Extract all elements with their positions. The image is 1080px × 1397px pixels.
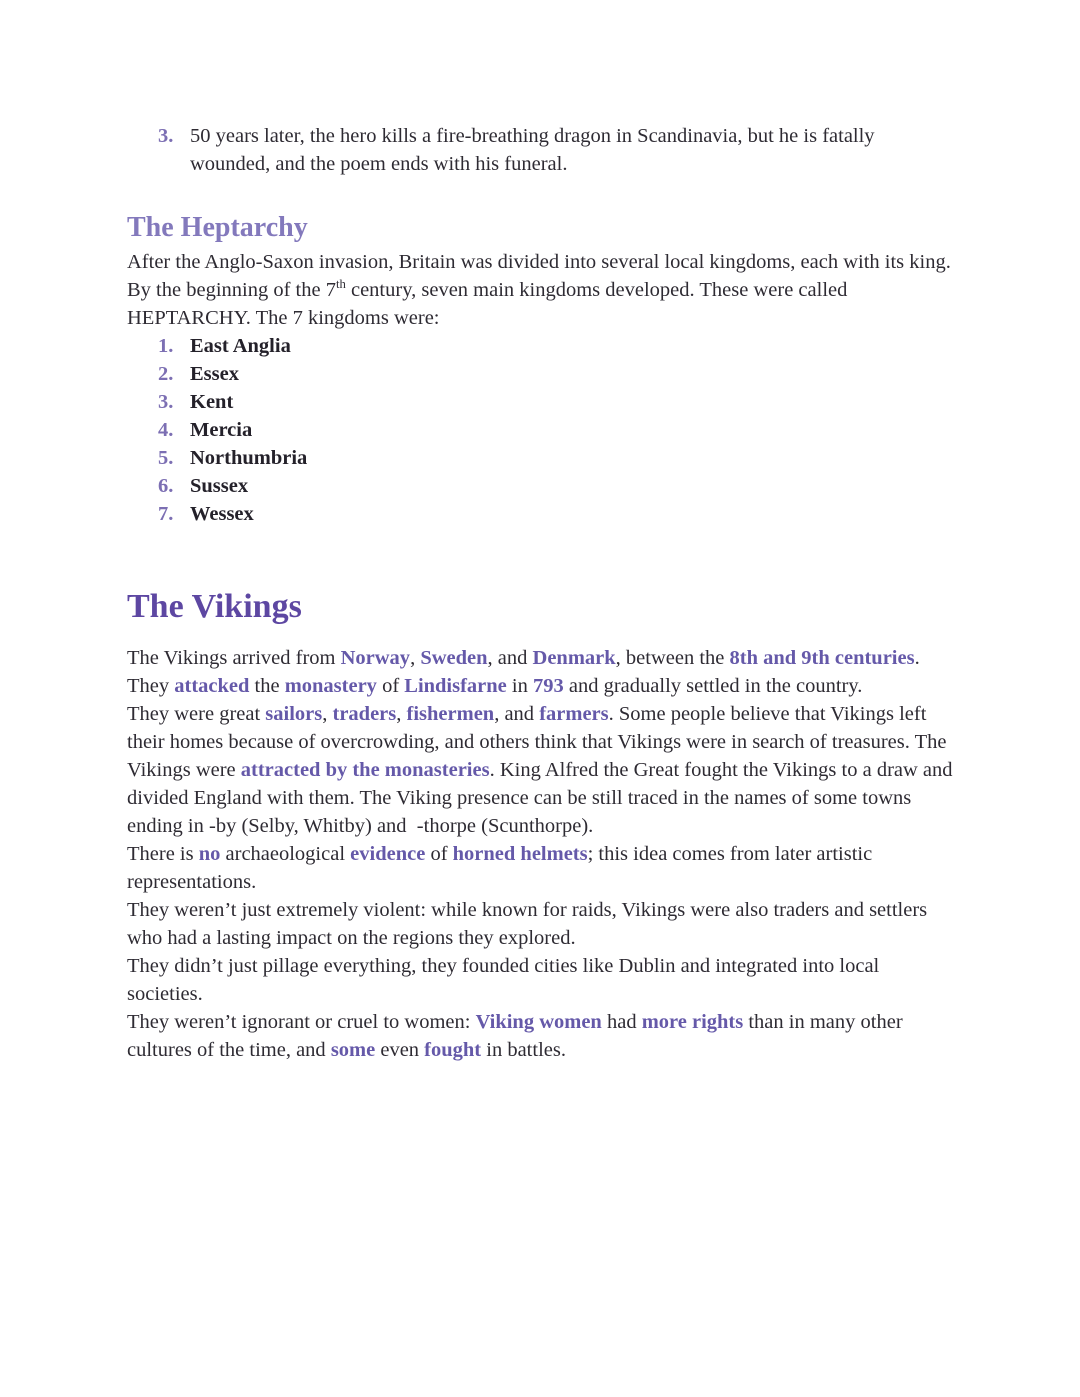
heptarchy-intro-paragraph	[127, 248, 956, 332]
highlighted-term: 8th and 9th centuries	[729, 647, 915, 669]
highlighted-term: some	[330, 1039, 376, 1061]
text-run: ; this idea comes from later artistic representations.	[127, 843, 878, 893]
superscript-text: th	[335, 277, 346, 292]
body-paragraph	[127, 896, 953, 952]
kingdom-list-item	[127, 332, 953, 360]
text-run: They were great	[127, 703, 266, 725]
kingdom-name: Mercia	[190, 419, 253, 441]
text-run: After the Anglo-Saxon invasion, Britain was divided into several local kingdoms, each with its king. By the beginning of the 7	[127, 251, 956, 301]
kingdom-list-item	[127, 500, 953, 528]
text-run: than in many other cultures of the time, and	[127, 1011, 908, 1061]
list-item-text: 50 years later, the hero kills a fire-breathing dragon in Scandinavia, but he is fatally wounded, and the poem ends with his funeral.	[190, 125, 880, 175]
text-run: , between the	[615, 647, 730, 669]
text-run: archaeological	[220, 843, 351, 865]
body-paragraph	[127, 952, 953, 1008]
highlighted-term: horned helmets	[452, 843, 588, 865]
text-run: They didn’t just pillage everything, they founded cities like Dublin and integrated into local societies.	[127, 955, 885, 1005]
highlighted-term: no	[198, 843, 221, 865]
text-run: ,	[322, 703, 333, 725]
kingdom-number: 5.	[158, 447, 174, 469]
highlighted-term: farmers	[539, 703, 609, 725]
kingdom-number: 3.	[158, 391, 174, 413]
body-paragraph	[127, 644, 953, 700]
body-paragraph	[127, 840, 953, 896]
text-run: , and	[487, 647, 533, 669]
kingdom-name: Kent	[190, 391, 234, 413]
text-run: of	[425, 843, 453, 865]
highlighted-term: Sweden	[420, 647, 488, 669]
highlighted-term: more rights	[641, 1011, 744, 1033]
highlighted-term: fishermen	[406, 703, 495, 725]
text-run: of	[376, 675, 405, 697]
highlighted-term: attracted by the monasteries	[240, 759, 490, 781]
text-run: There is	[127, 843, 199, 865]
text-run: ,	[410, 647, 421, 669]
kingdom-name: Essex	[190, 363, 239, 385]
text-run: had	[601, 1011, 642, 1033]
body-paragraph	[127, 1008, 953, 1064]
kingdom-list-item	[127, 416, 953, 444]
text-run: . They	[127, 647, 925, 697]
text-run: and gradually settled in the country.	[563, 675, 863, 697]
kingdom-list-item	[127, 360, 953, 388]
kingdom-number: 4.	[158, 419, 174, 441]
kingdom-name: Wessex	[190, 503, 254, 525]
highlighted-term: evidence	[350, 843, 426, 865]
highlighted-term: Denmark	[532, 647, 616, 669]
list-number: 3.	[158, 125, 174, 147]
text-run: They weren’t just extremely violent: while known for raids, Vikings were also traders and settlers who had a lasting impact on the regions they explored.	[127, 899, 933, 949]
text-run: even	[375, 1039, 425, 1061]
kingdom-name: East Anglia	[190, 335, 291, 357]
highlighted-term: fought	[424, 1039, 482, 1061]
kingdom-number: 6.	[158, 475, 174, 497]
beowulf-plot-item	[127, 122, 953, 178]
highlighted-term: traders	[332, 703, 397, 725]
kingdom-list	[127, 332, 953, 528]
highlighted-term: Lindisfarne	[404, 675, 507, 697]
text-run: the	[249, 675, 285, 697]
kingdom-list-item	[127, 472, 953, 500]
text-run: , and	[494, 703, 540, 725]
highlighted-term: 793	[533, 675, 564, 697]
heptarchy-heading: The Heptarchy	[127, 212, 308, 243]
highlighted-term: attacked	[174, 675, 250, 697]
text-run: century, seven main kingdoms developed. These were called HEPTARCHY. The 7 kingdoms were:	[127, 279, 853, 329]
highlighted-term: sailors	[265, 703, 323, 725]
text-run: ,	[396, 703, 407, 725]
kingdom-number: 2.	[158, 363, 174, 385]
text-run: They weren’t ignorant or cruel to women:	[127, 1011, 476, 1033]
vikings-heading: The Vikings	[127, 588, 302, 625]
kingdom-list-item	[127, 388, 953, 416]
highlighted-term: monastery	[284, 675, 377, 697]
kingdom-list-item	[127, 444, 953, 472]
text-run: . Some people believe that Vikings left their homes because of overcrowding, and others think that Vikings were in search of treasures. The Vikings were	[127, 703, 952, 781]
highlighted-term: Norway	[340, 647, 411, 669]
highlighted-term: Viking women	[475, 1011, 602, 1033]
text-run: The Vikings arrived from	[127, 647, 341, 669]
kingdom-number: 1.	[158, 335, 174, 357]
kingdom-name: Sussex	[190, 475, 249, 497]
kingdom-number: 7.	[158, 503, 174, 525]
kingdom-name: Northumbria	[190, 447, 308, 469]
text-run: in	[506, 675, 533, 697]
text-run: . King Alfred the Great fought the Vikings to a draw and divided England with them. The Viking presence can be still traced in the names of some towns ending in -by (Selby, Whitby) and -thorpe (Scunthorpe).	[127, 759, 958, 837]
body-paragraph	[127, 700, 958, 840]
vikings-paragraphs	[127, 644, 958, 1064]
text-run: in battles.	[481, 1039, 566, 1061]
